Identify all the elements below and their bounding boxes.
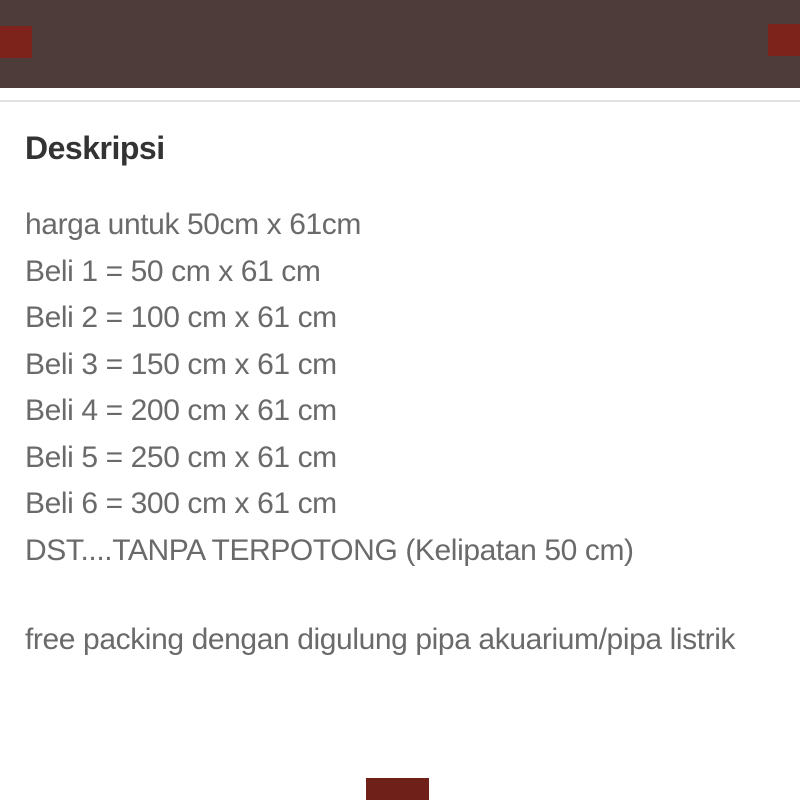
description-text [25,202,634,574]
description-line: Beli 4 = 200 cm x 61 cm [25,394,337,427]
description-line: Beli 5 = 250 cm x 61 cm [25,440,337,474]
description-footer-line: free packing dengan digulung pipa akuarium/pipa listrik [25,623,736,656]
description-line: Beli 1 = 50 cm x 61 cm [25,254,321,288]
description-line: harga untuk 50cm x 61cm [25,208,361,241]
description-line: Beli 2 = 100 cm x 61 cm [25,301,337,334]
section-title: Deskripsi [25,130,165,166]
section-divider [0,100,800,102]
bottom-indicator [366,778,429,800]
header-accent-left [0,26,32,58]
description-line: Beli 3 = 150 cm x 61 cm [25,347,337,381]
description-line: DST....TANPA TERPOTONG (Kelipatan 50 cm) [25,533,634,567]
app-header-bar [0,0,800,88]
description-line: Beli 6 = 300 cm x 61 cm [25,487,337,520]
header-accent-right [768,24,800,56]
